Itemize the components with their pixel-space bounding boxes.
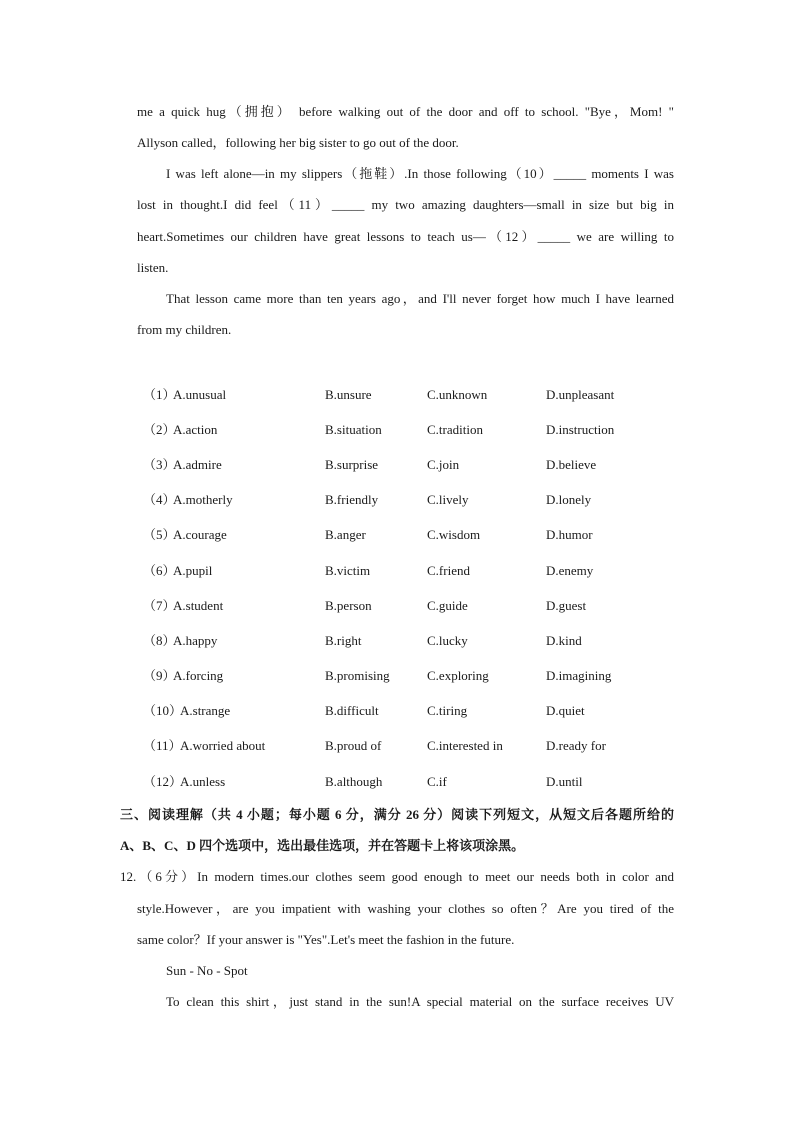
passage-line: That lesson came more than ten years ago，and I'll never forget how much I have learned	[166, 291, 674, 306]
option-b: B.anger	[325, 527, 366, 542]
option-c: C.interested in	[427, 738, 503, 753]
option-d: D.ready for	[546, 738, 606, 753]
option-a: A.admire	[173, 457, 222, 472]
question-number: （5）	[143, 527, 176, 542]
option-b: B.situation	[325, 422, 382, 437]
option-b: B.victim	[325, 563, 371, 578]
option-c: C.join	[427, 457, 460, 472]
question-number: （8）	[143, 633, 176, 648]
option-b: B.person	[325, 598, 372, 613]
question-text: To clean this shirt，just stand in the sun!A special material on the surface receives UV	[166, 994, 674, 1009]
question-number: （10）	[143, 703, 183, 718]
section-heading: 三、阅读理解（共 4 小题；每小题 6 分，满分 26 分）阅读下列短文，从短文后各题所给的	[120, 807, 674, 822]
passage-line: heart.Sometimes our children have great lessons to teach us—（12）_____ we are willing to	[137, 229, 674, 244]
option-a: A.strange	[180, 703, 231, 718]
option-d: D.quiet	[546, 703, 585, 718]
option-d: D.instruction	[546, 422, 615, 437]
option-d: D.believe	[546, 457, 597, 472]
option-b: B.difficult	[325, 703, 379, 718]
option-a: A.worried about	[180, 738, 266, 753]
option-c: C.tiring	[427, 703, 468, 718]
option-c: C.if	[427, 774, 447, 789]
article-heading: Sun - No - Spot	[166, 963, 248, 978]
option-d: D.lonely	[546, 492, 592, 507]
option-d: D.unpleasant	[546, 387, 615, 402]
option-a: A.unusual	[173, 387, 227, 402]
question-number: （7）	[143, 598, 176, 613]
option-b: B.unsure	[325, 387, 372, 402]
option-c: C.friend	[427, 563, 470, 578]
option-d: D.imagining	[546, 668, 612, 683]
option-b: B.right	[325, 633, 362, 648]
option-c: C.tradition	[427, 422, 483, 437]
question-number: （4）	[143, 492, 176, 507]
question-number: （6）	[143, 563, 176, 578]
question-number: （11）	[143, 738, 182, 753]
option-d: D.guest	[546, 598, 587, 613]
option-b: B.surprise	[325, 457, 379, 472]
option-d: D.until	[546, 774, 583, 789]
option-c: C.lively	[427, 492, 469, 507]
option-b: B.promising	[325, 668, 390, 683]
passage-line: listen.	[137, 260, 169, 275]
option-b: B.proud of	[325, 738, 382, 753]
option-c: C.unknown	[427, 387, 488, 402]
question-text: 12.（6分）In modern times.our clothes seem good enough to meet our needs both in color and	[120, 869, 674, 884]
option-a: A.motherly	[173, 492, 233, 507]
passage-line: lost in thought.I did feel（11）_____ my two amazing daughters—small in size but big in	[137, 197, 674, 212]
passage-line: I was left alone—in my slippers（拖鞋）.In those following（10）_____ moments I was	[166, 166, 674, 181]
question-text: same color？If your answer is "Yes".Let's meet the fashion in the future.	[137, 932, 515, 947]
passage-line: me a quick hug（拥抱） before walking out of the door and off to school. "Bye，Mom! "	[137, 104, 674, 119]
option-a: A.unless	[180, 774, 226, 789]
option-b: B.friendly	[325, 492, 379, 507]
option-a: A.happy	[173, 633, 218, 648]
option-c: C.exploring	[427, 668, 489, 683]
passage-line: from my children.	[137, 322, 232, 337]
passage-line: Allyson called，following her big sister to go out of the door.	[137, 135, 459, 150]
question-text: style.However，are you impatient with washing your clothes so often？Are you tired of the	[137, 901, 674, 916]
option-a: A.pupil	[173, 563, 213, 578]
option-a: A.forcing	[173, 668, 224, 683]
option-c: C.wisdom	[427, 527, 481, 542]
section-heading: A、B、C、D 四个选项中，选出最佳选项，并在答题卡上将该项涂黑。	[120, 838, 525, 853]
question-number: （1）	[143, 387, 176, 402]
option-c: C.guide	[427, 598, 468, 613]
option-d: D.kind	[546, 633, 582, 648]
question-number: （3）	[143, 457, 176, 472]
option-a: A.courage	[173, 527, 227, 542]
option-d: D.enemy	[546, 563, 594, 578]
option-b: B.although	[325, 774, 383, 789]
option-a: A.student	[173, 598, 224, 613]
question-number: （2）	[143, 422, 176, 437]
question-number: （9）	[143, 668, 176, 683]
option-a: A.action	[173, 422, 218, 437]
option-c: C.lucky	[427, 633, 468, 648]
question-number: （12）	[143, 774, 183, 789]
option-d: D.humor	[546, 527, 593, 542]
